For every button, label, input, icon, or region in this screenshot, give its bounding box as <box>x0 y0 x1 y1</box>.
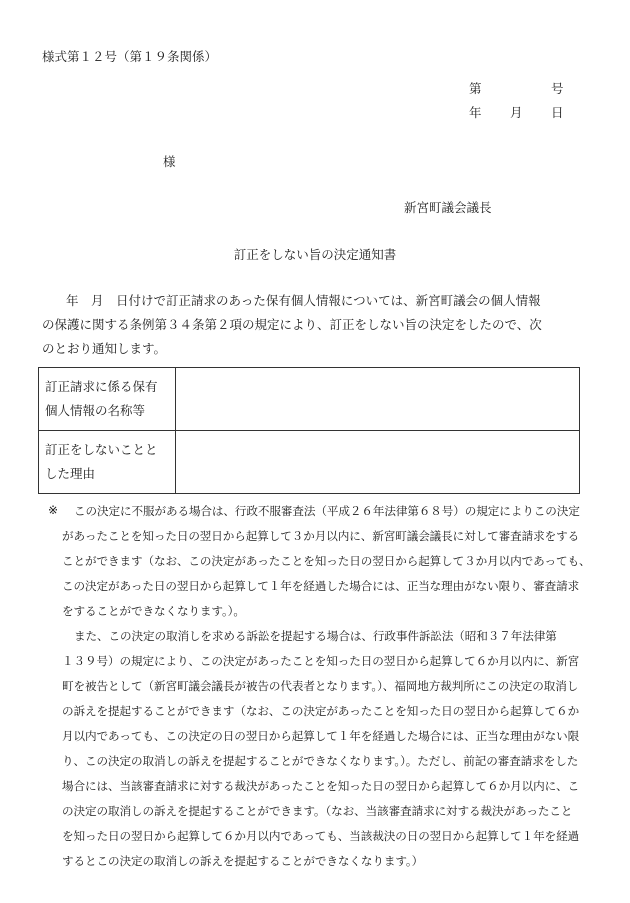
note-line: するとこの決定の取消しの訴えを提起することができなくなります。） <box>62 854 424 868</box>
document-number-label: 第 <box>469 81 482 96</box>
note-line: 場合には、当該審査請求に対する裁決があったことを知った日の翌日から起算して６か月以内に、こ <box>62 779 580 793</box>
note-line: 月以内であっても、この決定の日の翌日から起算して１年を経過した場合には、正当な理由がない限 <box>62 729 580 743</box>
document-number-suffix: 号 <box>551 81 564 96</box>
table-row <box>39 431 580 494</box>
table-row <box>39 368 580 431</box>
addressee-suffix: 様 <box>163 154 176 169</box>
table-value-cell <box>176 368 580 431</box>
note-line: １３９号）の規定により、この決定があったことを知った日の翌日から起算して６か月以内に、新宮 <box>62 654 580 668</box>
note-line: り、この決定の取消しの訴えを提起することができなくなります。）。ただし、前記の審査請求をした <box>62 754 579 768</box>
body-text-line: の保護に関する条例第３４条第２項の規定により、訂正をしない旨の決定をしたので、次 <box>42 317 542 332</box>
note-line: ことができます（なお、この決定があったことを知った日の翌日から起算して３か月以内であっても、 <box>62 554 591 568</box>
info-table <box>38 367 580 494</box>
note-line: 町を被告として（新宮町議会議長が被告の代表者となります。）、福岡地方裁判所にこの決定の取消し <box>62 679 579 693</box>
table-label-line: した理由 <box>45 466 96 481</box>
table-value-cell <box>176 431 580 494</box>
note-line: また、この決定の取消しを求める訴訟を提起する場合は、行政事件訴訟法（昭和３７年法律第 <box>74 629 557 643</box>
table-label-cell <box>39 368 176 431</box>
date-month-label: 月 <box>510 105 523 120</box>
note-line: を知った日の翌日から起算して６か月以内であっても、当該裁決の日の翌日から起算して１年を経過 <box>62 829 580 843</box>
note-mark: ※ <box>48 503 58 517</box>
sender-name: 新宮町議会議長 <box>404 200 492 215</box>
note-line: の決定の取消しの訴えを提起することができます。（なお、当該審査請求に対する裁決があったこと <box>62 804 573 818</box>
table-label-cell <box>39 431 176 494</box>
document-title: 訂正をしない旨の決定通知書 <box>233 247 397 262</box>
table-label-line: 個人情報の名称等 <box>45 403 146 418</box>
note-line: があったことを知った日の翌日から起算して３か月以内に、新宮町議会議長に対して審査請求をする <box>62 529 580 543</box>
body-text-line: 年 月 日付けで訂正請求のあった保有個人情報については、新宮町議会の個人情報 <box>66 293 541 308</box>
date-day-label: 日 <box>551 105 564 120</box>
note-line: この決定に不服がある場合は、行政不服審査法（平成２６年法律第６８号）の規定によりこの決定 <box>74 504 580 518</box>
note-line: の訴えを提起することができます（なお、この決定があったことを知った日の翌日から起算して６か <box>62 704 580 718</box>
form-number: 様式第１２号（第１９条関係） <box>42 49 218 64</box>
table-label-line: 訂正をしないことと <box>45 442 158 457</box>
table-label-line: 訂正請求に係る保有 <box>45 379 158 394</box>
date-year-label: 年 <box>469 105 482 120</box>
note-line: をすることができなくなります。）。 <box>62 604 245 618</box>
note-line: この決定があった日の翌日から起算して１年を経過した場合には、正当な理由がない限り、審査請求 <box>62 579 580 593</box>
body-text-line: のとおり通知します。 <box>42 341 167 356</box>
